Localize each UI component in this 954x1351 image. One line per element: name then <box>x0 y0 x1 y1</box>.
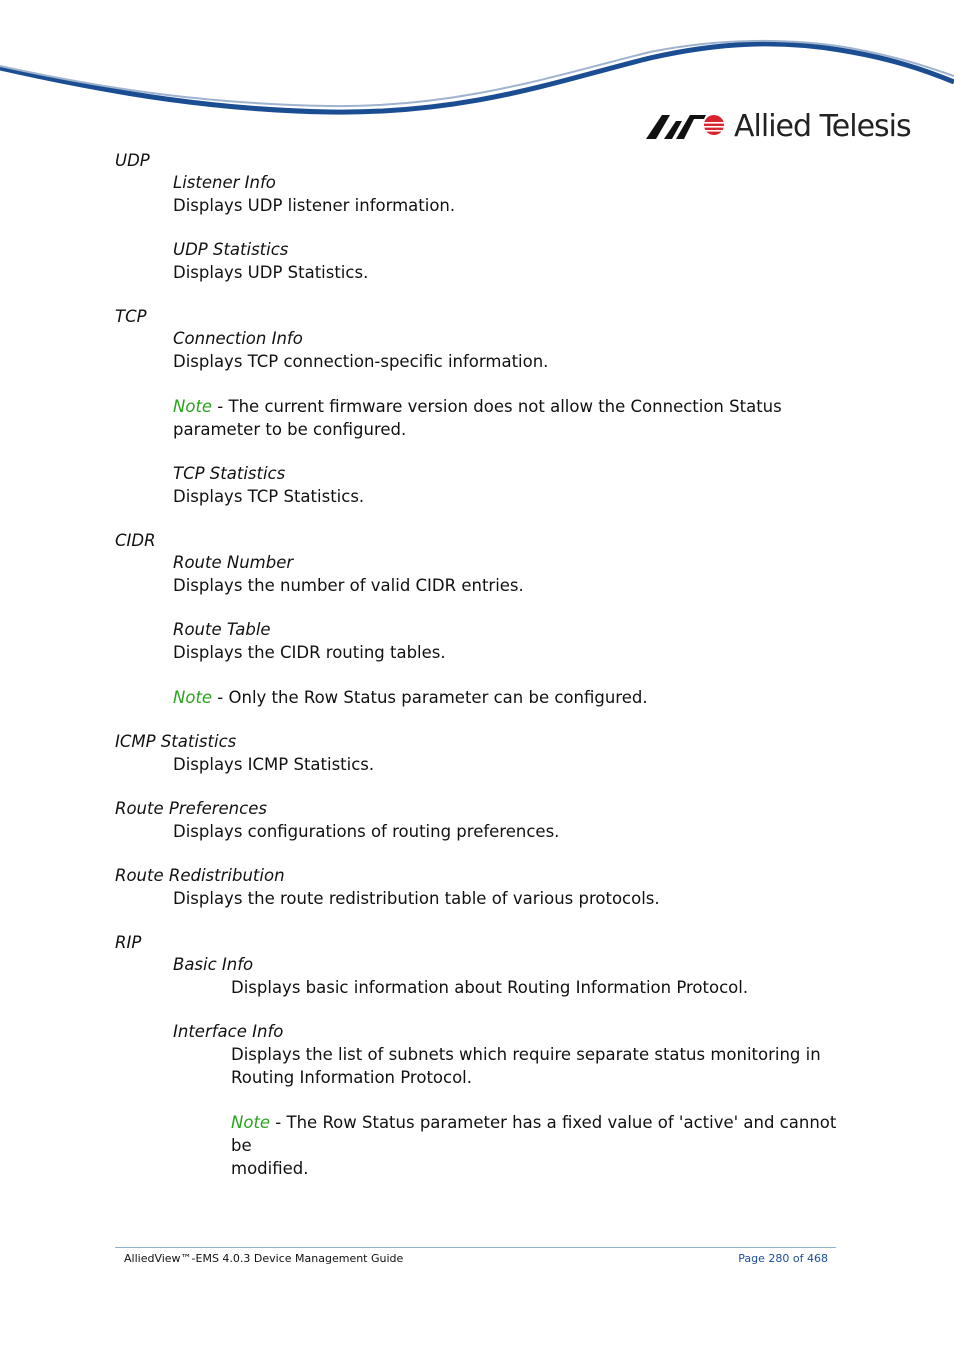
udp-listener-title: Listener Info <box>173 173 276 192</box>
tcp-note: Note - The current firmware version does not allow the Connection Status <box>173 397 782 416</box>
cidr-note: Note - Only the Row Status parameter can be configured. <box>173 688 648 707</box>
tcp-stats-title: TCP Statistics <box>173 464 286 483</box>
section-tcp-title: TCP <box>115 307 147 326</box>
footer-doc-title: AlliedView™-EMS 4.0.3 Device Management Guide <box>124 1252 404 1265</box>
tcp-note-cont: parameter to be configured. <box>173 420 407 439</box>
logo-wordmark: Allied Telesis <box>734 108 911 144</box>
section-icmp-title: ICMP Statistics <box>115 732 237 751</box>
tcp-conn-title: Connection Info <box>173 329 303 348</box>
rip-note: Note - The Row Status parameter has a fixed value of 'active' and cannot be <box>231 1113 837 1155</box>
rip-basic-title: Basic Info <box>173 955 254 974</box>
section-route-redist-title: Route Redistribution <box>115 866 285 885</box>
rip-iface-title: Interface Info <box>173 1022 284 1041</box>
note-label: Note <box>173 688 213 707</box>
udp-stats-desc: Displays UDP Statistics. <box>173 263 369 282</box>
page-body <box>115 150 855 1180</box>
route-redist-desc: Displays the route redistribution table of various protocols. <box>173 889 660 908</box>
rip-note-cont: modified. <box>231 1159 309 1178</box>
rip-basic-desc: Displays basic information about Routing Information Protocol. <box>231 978 749 997</box>
allied-telesis-logo <box>646 106 911 146</box>
footer-page-number: Page 280 of 468 <box>738 1252 828 1265</box>
logo-mark-icon <box>646 111 726 141</box>
cidr-route-table-title: Route Table <box>173 620 271 639</box>
cidr-route-number-desc: Displays the number of valid CIDR entries. <box>173 576 524 595</box>
section-udp-title: UDP <box>115 151 150 170</box>
note-label: Note <box>231 1113 271 1132</box>
tcp-stats-desc: Displays TCP Statistics. <box>173 487 365 506</box>
tcp-conn-desc: Displays TCP connection-specific information. <box>173 352 549 371</box>
icmp-desc: Displays ICMP Statistics. <box>173 755 375 774</box>
note-label: Note <box>173 397 213 416</box>
footer-divider <box>115 1247 836 1248</box>
cidr-route-table-desc: Displays the CIDR routing tables. <box>173 643 446 662</box>
rip-iface-desc-cont: Routing Information Protocol. <box>231 1068 472 1087</box>
route-pref-desc: Displays configurations of routing preferences. <box>173 822 560 841</box>
cidr-route-number-title: Route Number <box>173 553 294 572</box>
rip-iface-desc: Displays the list of subnets which require separate status monitoring in <box>231 1045 821 1064</box>
udp-stats-title: UDP Statistics <box>173 240 289 259</box>
section-route-pref-title: Route Preferences <box>115 799 267 818</box>
section-cidr-title: CIDR <box>115 531 156 550</box>
udp-listener-desc: Displays UDP listener information. <box>173 196 456 215</box>
section-rip-title: RIP <box>115 933 142 952</box>
